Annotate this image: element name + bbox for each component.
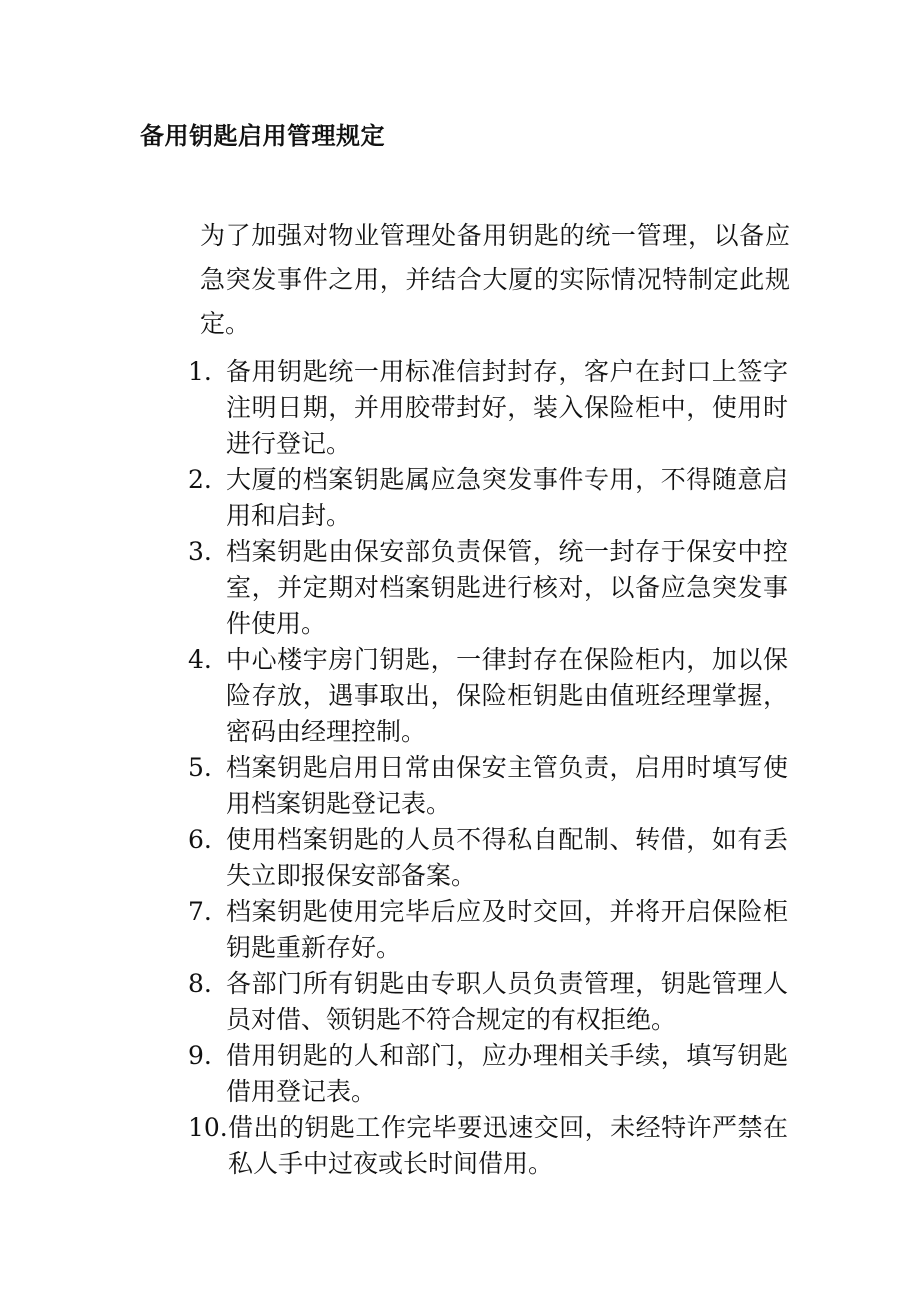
document-title: 备用钥匙启用管理规定: [140, 122, 385, 150]
rule-text: 使用档案钥匙的人员不得私自配制、转借，如有丢失立即报保安部备案。: [226, 825, 788, 890]
rule-text: 借用钥匙的人和部门，应办理相关手续，填写钥匙借用登记表。: [226, 1041, 788, 1106]
rule-item: [188, 1110, 788, 1182]
rule-number: 10.: [188, 1113, 228, 1142]
rule-number: 9.: [188, 1041, 212, 1070]
rule-number: 3.: [188, 537, 212, 566]
rule-number: 8.: [188, 969, 212, 998]
rule-text: 档案钥匙由保安部负责保管，统一封存于保安中控室，并定期对档案钥匙进行核对，以备应急突发事件使用。: [226, 537, 788, 638]
rule-item: [188, 894, 788, 966]
rule-number: 6.: [188, 825, 212, 854]
rules-list: [188, 354, 788, 1182]
rule-text: 大厦的档案钥匙属应急突发事件专用，不得随意启用和启封。: [226, 465, 788, 530]
rule-item: [188, 354, 788, 462]
rule-number: 1.: [188, 357, 212, 386]
rule-text: 借出的钥匙工作完毕要迅速交回，未经特许严禁在私人手中过夜或长时间借用。: [228, 1113, 788, 1178]
rule-text: 档案钥匙使用完毕后应及时交回，并将开启保险柜钥匙重新存好。: [226, 897, 788, 962]
rule-item: [188, 534, 788, 642]
rule-number: 4.: [188, 645, 212, 674]
rule-item: [188, 822, 788, 894]
rule-text: 中心楼宇房门钥匙，一律封存在保险柜内，加以保险存放，遇事取出，保险柜钥匙由值班经理掌握，密码由经理控制。: [226, 645, 788, 746]
rule-item: [188, 966, 788, 1038]
rule-item: [188, 642, 788, 750]
rule-text: 各部门所有钥匙由专职人员负责管理，钥匙管理人员对借、领钥匙不符合规定的有权拒绝。: [226, 969, 788, 1034]
rule-text: 档案钥匙启用日常由保安主管负责，启用时填写使用档案钥匙登记表。: [226, 753, 788, 818]
rule-item: [188, 462, 788, 534]
rule-text: 备用钥匙统一用标准信封封存，客户在封口上签字注明日期，并用胶带封好，装入保险柜中，使用时进行登记。: [226, 357, 788, 458]
intro-paragraph: 为了加强对物业管理处备用钥匙的统一管理，以备应急突发事件之用，并结合大厦的实际情况特制定此规定。: [200, 221, 790, 338]
rule-number: 7.: [188, 897, 212, 926]
rule-number: 2.: [188, 465, 212, 494]
rule-number: 5.: [188, 753, 212, 782]
rule-item: [188, 1038, 788, 1110]
rule-item: [188, 750, 788, 822]
